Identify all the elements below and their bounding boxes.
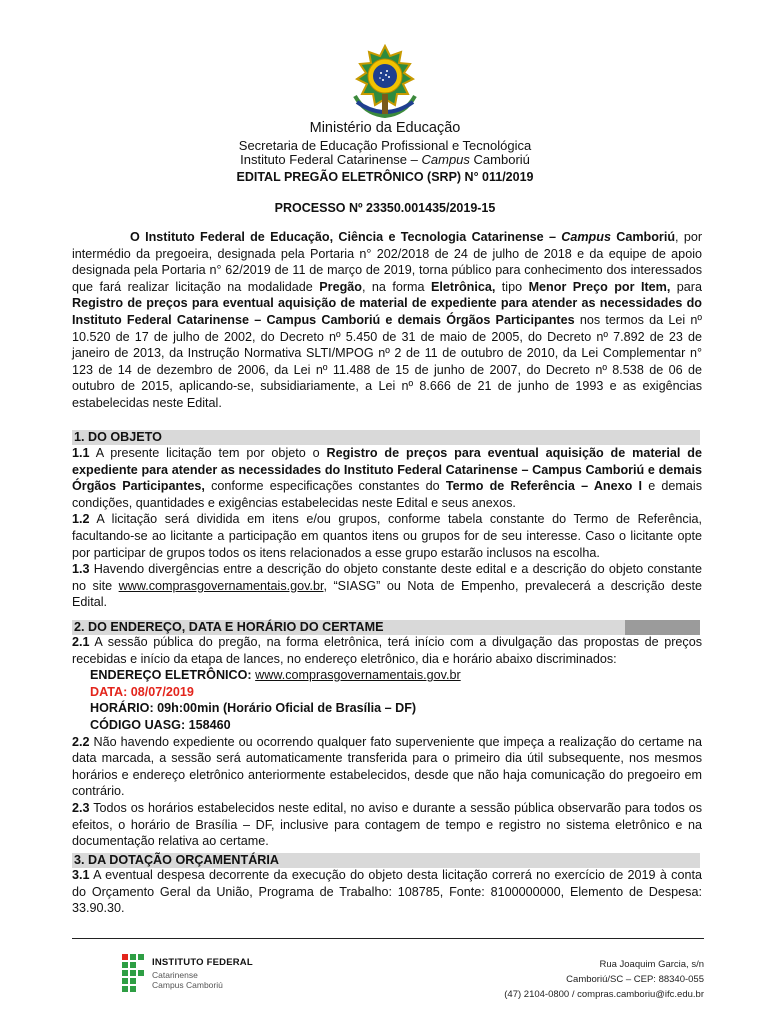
ifc-logo-grid bbox=[122, 954, 146, 996]
edital-title: EDITAL PREGÃO ELETRÔNICO (SRP) N° 011/2019 bbox=[236, 170, 534, 184]
section-1-header: 1. DO OBJETO bbox=[72, 430, 700, 445]
item-2-1: 2.1 A sessão pública do pregão, na forma eletrônica, terá início com a divulgação das propostas de preços recebidas e início da etapa de lances, no endereço eletrônico, dia e horário abaixo discriminados: bbox=[72, 635, 702, 666]
footer-address-city: Camboriú/SC – CEP: 88340-055 bbox=[566, 974, 704, 985]
section-3-body bbox=[72, 867, 702, 917]
footer-contact: (47) 2104-0800 / compras.camboriu@ifc.edu.br bbox=[504, 989, 704, 1000]
institute-title: Instituto Federal Catarinense – Campus Camboriú bbox=[240, 152, 530, 167]
item-1-2: 1.2 A licitação será dividida em itens e/ou grupos, conforme tabela constante do Termo de Referência, facultando-se ao licitante a participação em quantos itens ou grupos for de seu interesse. Caso o licitante opte por participar de grupos todos os itens relacionados a esse grupo estarão inclusos na escolha. bbox=[72, 512, 702, 560]
endereco-link[interactable]: www.comprasgovernamentais.gov.br bbox=[255, 668, 461, 683]
footer-address-street: Rua Joaquim Garcia, s/n bbox=[599, 959, 704, 970]
compras-link[interactable]: www.comprasgovernamentais.gov.br bbox=[118, 578, 324, 593]
item-2-2: 2.2 Não havendo expediente ou ocorrendo qualquer fato superveniente que impeça a realização do certame na data marcada, a sessão será automaticamente transferida para o primeiro dia útil subsequente, nos mesmos horários e endereço eletrônico anteriormente estabelecidos, desde que não haja comunicação do pregoeiro em contrário. bbox=[72, 734, 702, 799]
section-2-header: 2. DO ENDEREÇO, DATA E HORÁRIO DO CERTAME bbox=[72, 620, 700, 635]
section-2-body bbox=[72, 634, 702, 850]
codigo-line: CÓDIGO UASG: 158460 bbox=[90, 717, 231, 732]
ifc-logo-sub1: Catarinense bbox=[152, 970, 198, 980]
section-1-body bbox=[72, 445, 702, 611]
intro-paragraph: O Instituto Federal de Educação, Ciência e Tecnologia Catarinense – Campus Camboriú, por intermédio da pregoeira, designada pela Portaria n° 202/2018 de 24 de julho de 2018 e da equipe de apoio designada pela Portaria n° 62/2019 de 11 de março de 2019, torna público para conhecimento dos interessados que fará realizar licitação na modalidade Pregão, na forma Eletrônica, tipo Menor Preço por Item, para Registro de preços para eventual aquisição de material de expediente para atender as necessidades do Instituto Federal Catarinense – Campus Camboriú e demais Órgãos Participantes nos termos da Lei nº 10.520 de 17 de julho de 2002, do Decreto nº 5.450 de 31 de maio de 2005, do Decreto nº 7.892 de 23 de janeiro de 2013, da Instrução Normativa SLTI/MPOG nº 2 de 11 de outubro de 2010, da Lei Complementar n° 123 de 14 de dezembro de 2006, da Lei nº 11.488 de 15 de junho de 2007, do Decreto nº 8.538 de 06 de outubro de 2015, aplicando-se, subsidiariamente, a Lei nº 8.666 de 21 de junho de 1993 e as exigências estabelecidas neste Edital. bbox=[72, 230, 703, 410]
horario-line: HORÁRIO: 09h:00min (Horário Oficial de Brasília – DF) bbox=[90, 701, 417, 716]
endereco-line: ENDEREÇO ELETRÔNICO: www.comprasgovernamentais.gov.br bbox=[90, 668, 461, 683]
item-3-1: 3.1 A eventual despesa decorrente da execução do objeto desta licitação correrá no exercício de 2019 à conta do Orçamento Geral da União, Programa de Trabalho: 108785, Fonte: 8100000000, Elemento de Despesa: 33.90.30. bbox=[72, 868, 702, 916]
ministry-title: Ministério da Educação bbox=[309, 120, 461, 136]
ifc-logo-sub2: Campus Camboriú bbox=[152, 980, 223, 990]
ifc-logo-name: INSTITUTO FEDERAL bbox=[152, 957, 253, 968]
item-1-1: 1.1 A presente licitação tem por objeto o Registro de preços para eventual aquisição de material de expediente para atender as necessidades do Instituto Federal Catarinense – Campus Camboriú e demais Órgãos Participantes, conforme especificações constantes do Termo de Referência – Anexo I e demais condições, quantidades e exigências estabelecidas neste Edital e seus anexos. bbox=[72, 446, 702, 510]
secretariat-title: Secretaria de Educação Profissional e Tecnológica bbox=[238, 138, 532, 153]
footer-divider bbox=[72, 938, 704, 939]
item-2-3: 2.3 Todos os horários estabelecidos neste edital, no aviso e durante a sessão pública observarão para todos os efeitos, o horário de Brasília – DF, inclusive para contagem de tempo e registro no sistema eletrônico e na documentação relativa ao certame. bbox=[72, 800, 702, 849]
item-1-3: 1.3 Havendo divergências entre a descrição do objeto constante deste edital e a descrição do objeto constante no site www.comprasgovernamentais.gov.br, “SIASG” ou Nota de Empenho, prevalecerá a descrição deste Edital. bbox=[72, 562, 702, 610]
data-line: DATA: 08/07/2019 bbox=[90, 684, 194, 699]
ifc-logo-icon bbox=[122, 954, 272, 998]
section-3-header: 3. DA DOTAÇÃO ORÇAMENTÁRIA bbox=[72, 853, 700, 868]
processo-number: PROCESSO Nº 23350.001435/2019-15 bbox=[274, 201, 496, 215]
brazil-coat-of-arms-icon bbox=[345, 44, 425, 122]
